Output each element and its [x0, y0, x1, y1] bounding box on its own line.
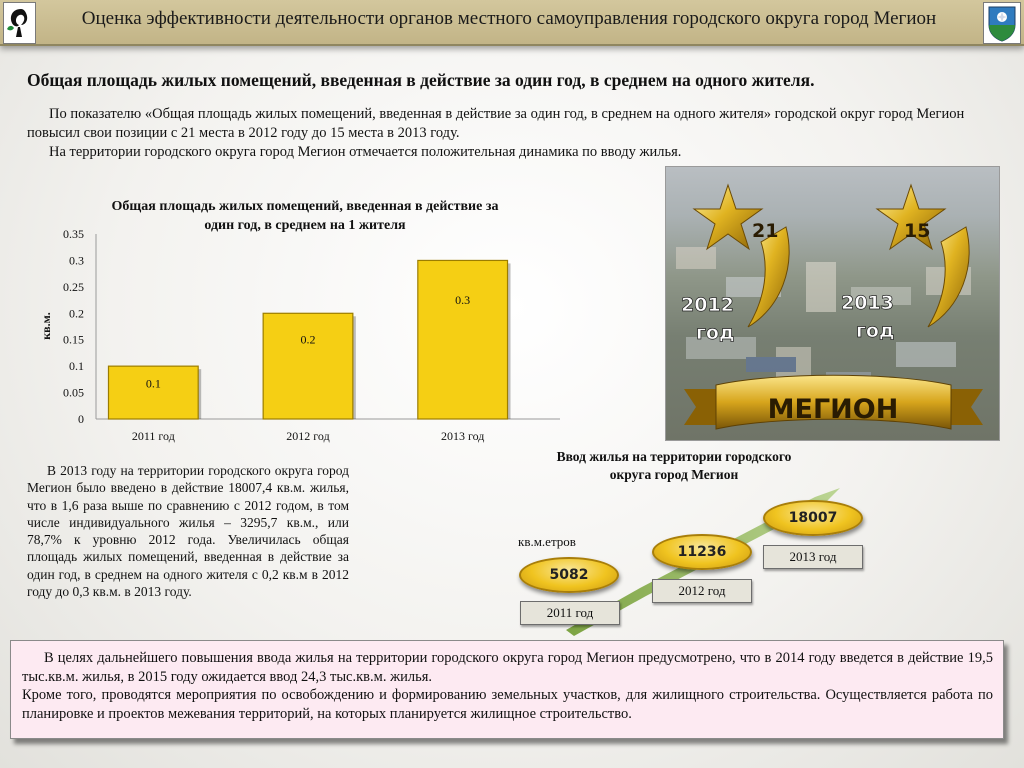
y-axis-label: кв.м.: [39, 312, 53, 340]
rank-2012: 21: [752, 220, 779, 242]
year-2013-label: 2013: [841, 292, 894, 314]
page-heading: Общая площадь жилых помещений, введенная в действие за один год, в среднем на одного жителя.: [27, 70, 815, 90]
bottom-info-box: [10, 640, 1004, 739]
y-tick-label: 0: [78, 412, 84, 426]
intro-paragraph: На территории городского округа город Мегион отмечается положительная динамика по вводу жилья.: [49, 144, 682, 160]
bottom-paragraph: Кроме того, проводятся мероприятия по освобождению и формированию земельных участков, для жилищного строительства. Осуществляется работа по планировке и проектов межевания территорий, на которых планируется жилищное строительство.: [22, 687, 993, 722]
data-label: 0.1: [145, 376, 161, 391]
housing-input-unit: кв.м.етров: [518, 534, 576, 549]
value-ellipse-2013: 18007: [763, 500, 863, 536]
body-paragraph: В 2013 году на территории городского округа город Мегион было введено в действие 18007,4 кв.м. жилья, что в 1,6 раза выше по сравнению с 2012 годом, в том числе индивидуального жилья – 3295,7 кв.м., или 78,7% к уровню 2012 года. Увеличилась общая площадь жилых помещений, введенная в действие за один год, в среднем на одного жителя с 0,2 кв.м в 2012 году до 0,3 кв.м. в 2013 году.: [27, 463, 349, 600]
year-word-label: год: [696, 322, 735, 344]
y-tick-label: 0.35: [63, 227, 84, 241]
year-box-2011: 2011 год: [520, 601, 620, 625]
bottom-paragraph: В целях дальнейшего повышения ввода жилья на территории городского округа город Мегион предусмотрено, что в 2014 году введется в действие 19,5 тыс.кв.м. жилья, в 2015 году ожидается ввод 24,3 тыс.кв.м. жилья.: [22, 650, 993, 685]
header-title: Оценка эффективности деятельности органов местного самоуправления городского округа город Мегион: [81, 8, 937, 29]
y-tick-label: 0.15: [63, 332, 84, 347]
intro-paragraph: По показателю «Общая площадь жилых помещений, введенная в действие за один год, в среднем на одного жителя» городской округ город Мегион повысил свои позиции с 21 места в 2012 году до 15 места в 2013 году.: [27, 106, 965, 141]
year-box-2013: 2013 год: [763, 545, 863, 569]
x-tick-label: 2011 год: [131, 429, 175, 443]
y-tick-label: 0.05: [63, 385, 84, 400]
y-tick-label: 0.1: [69, 359, 84, 374]
value-ellipse-2012: 11236: [652, 534, 752, 570]
data-label: 0.3: [455, 293, 471, 308]
value-ellipse-2011: 5082: [519, 557, 619, 593]
chart-title: Общая площадь жилых помещений, введенная в действие за один год, в среднем на 1 жителя: [111, 199, 499, 233]
year-2012-label: 2012: [681, 294, 734, 316]
housing-input-title: Ввод жилья на территории городского округа город Мегион: [556, 449, 792, 482]
y-tick-label: 0.3: [69, 253, 84, 268]
banner-text: МЕГИОН: [767, 394, 899, 425]
year-box-2012: 2012 год: [652, 579, 752, 603]
x-tick-label: 2013 год: [440, 429, 485, 443]
rank-2013: 15: [904, 220, 931, 242]
year-word-label: год: [856, 320, 895, 342]
y-tick-label: 0.2: [69, 306, 84, 321]
y-tick-label: 0.25: [63, 279, 84, 294]
data-label: 0.2: [300, 332, 316, 347]
x-tick-label: 2012 год: [286, 429, 330, 443]
